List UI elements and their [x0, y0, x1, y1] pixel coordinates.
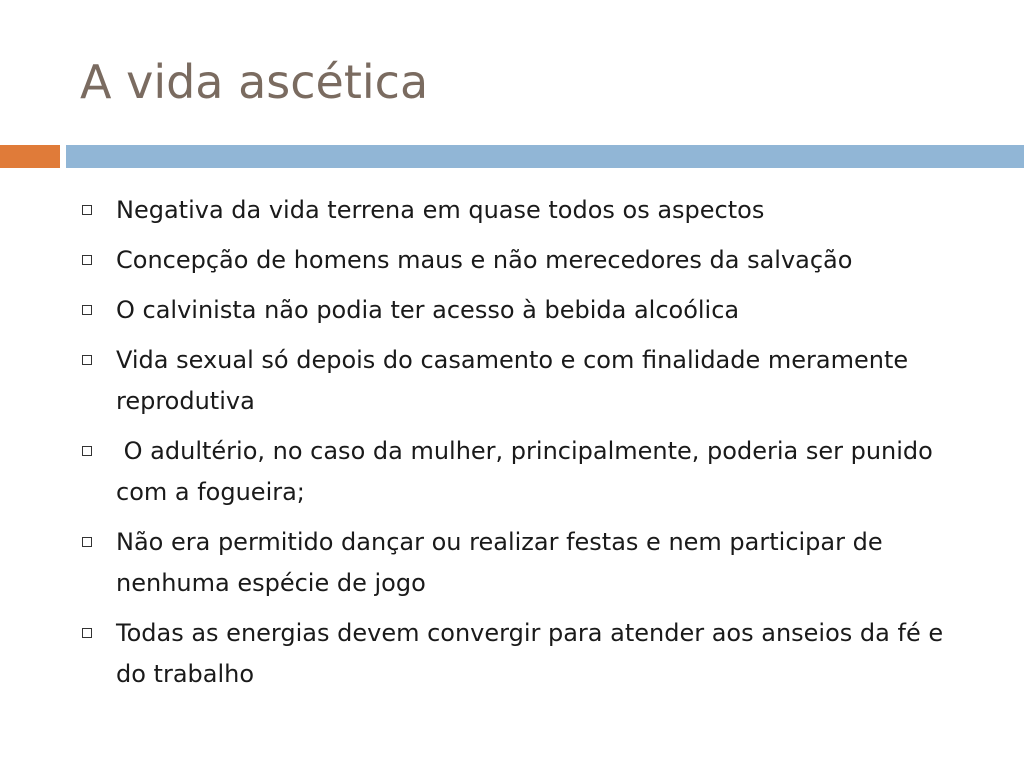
bullet-item [76, 340, 976, 422]
bullet-item [76, 240, 976, 281]
bullet-item [76, 290, 976, 331]
header-bar [66, 145, 1024, 168]
bullet-item [76, 522, 976, 604]
bullet-text: Vida sexual só depois do casamento e com finalidade meramente reprodutiva [116, 346, 909, 415]
bullet-text: Negativa da vida terrena em quase todos os aspectos [116, 196, 765, 224]
hollow-square-bullet-icon [82, 305, 92, 315]
hollow-square-bullet-icon [82, 355, 92, 365]
bullet-list [76, 190, 976, 704]
hollow-square-bullet-icon [82, 255, 92, 265]
hollow-square-bullet-icon [82, 628, 92, 638]
bullet-text: Todas as energias devem convergir para atender aos anseios da fé e do trabalho [116, 619, 944, 688]
slide-title: A vida ascética [80, 55, 429, 109]
hollow-square-bullet-icon [82, 537, 92, 547]
accent-bar [0, 145, 60, 168]
hollow-square-bullet-icon [82, 205, 92, 215]
bullet-item [76, 613, 976, 695]
bullet-text: O adultério, no caso da mulher, principalmente, poderia ser punido com a fogueira; [116, 437, 941, 506]
hollow-square-bullet-icon [82, 446, 92, 456]
bullet-text: O calvinista não podia ter acesso à bebida alcoólica [116, 296, 740, 324]
bullet-item [76, 431, 976, 513]
bullet-text: Concepção de homens maus e não merecedores da salvação [116, 246, 853, 274]
bullet-item [76, 190, 976, 231]
bullet-text: Não era permitido dançar ou realizar festas e nem participar de nenhuma espécie de jogo [116, 528, 883, 597]
